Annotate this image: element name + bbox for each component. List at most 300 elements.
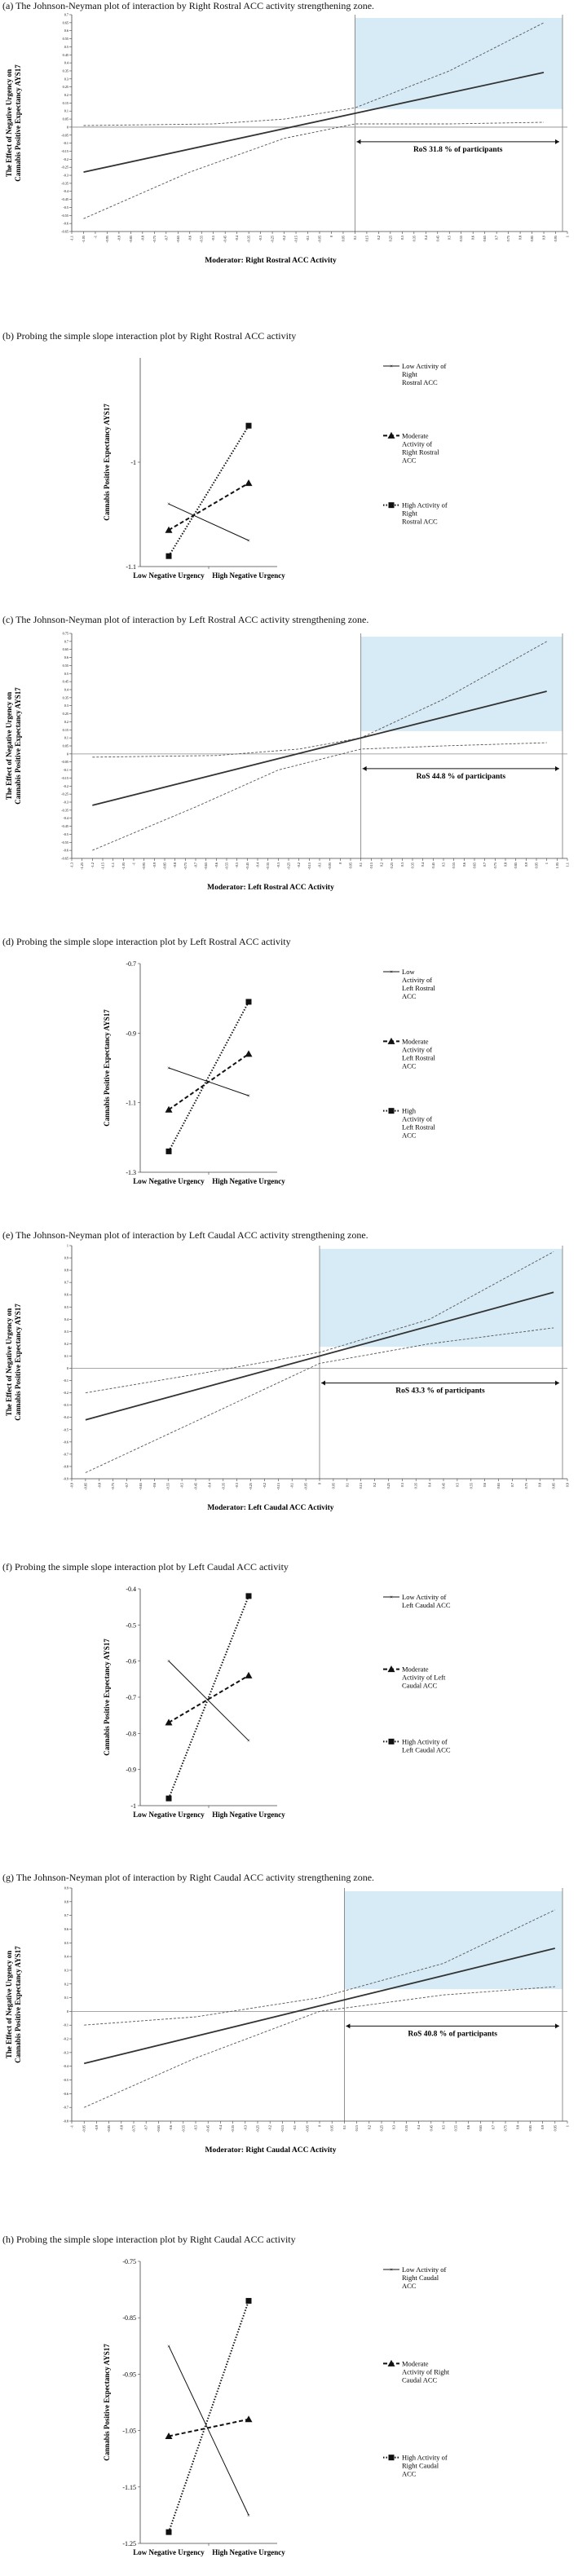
x-tick-label: 0 xyxy=(338,862,342,865)
x-tick-label: 0.6 xyxy=(461,862,466,867)
x-tick-label: -0.45 xyxy=(205,2125,210,2133)
ros-arrowhead-right xyxy=(555,766,559,771)
y-tick-label: -0.25 xyxy=(61,165,68,170)
y-tick-label: -0.3 xyxy=(63,2050,68,2055)
y-tick-label: -0.5 xyxy=(63,831,68,836)
y-tick-label: -0.15 xyxy=(61,775,68,780)
x-category-label: High Negative Urgency xyxy=(212,571,285,580)
jn-plot-left-rostral xyxy=(0,629,578,898)
y-tick-label: -0.2 xyxy=(63,157,68,161)
x-category-label: High Negative Urgency xyxy=(212,1811,285,1819)
ros-arrowhead-right xyxy=(555,139,559,144)
x-axis-title: Moderator: Right Rostral ACC Activity xyxy=(205,257,337,265)
ros-arrowhead-left xyxy=(321,1381,325,1386)
y-tick-label: 0.25 xyxy=(62,712,68,717)
x-tick-label: 0.15 xyxy=(364,236,369,242)
triangle-marker xyxy=(245,479,253,486)
x-tick-label: 0.25 xyxy=(388,236,393,242)
y-tick-label: 0.5 xyxy=(64,671,68,676)
square-marker xyxy=(166,554,172,559)
legend-label: Rostral ACC xyxy=(402,517,438,526)
x-tick-label: -0.85 xyxy=(128,236,133,243)
square-marker xyxy=(389,1108,395,1114)
x-axis-title: Moderator: Left Caudal ACC Activity xyxy=(207,1504,334,1512)
x-tick-label: -0.5 xyxy=(235,862,240,868)
ros-arrowhead-right xyxy=(555,2023,559,2028)
triangle-marker xyxy=(165,1719,173,1726)
y-tick-label: 0.9 xyxy=(64,1886,68,1890)
x-tick-label: -0.45 xyxy=(193,1483,198,1490)
series-line xyxy=(169,2419,249,2437)
y-tick-label: 0.1 xyxy=(64,108,68,113)
x-marker: × xyxy=(247,537,250,545)
x-tick-label: -0.7 xyxy=(193,862,198,868)
x-tick-label: 0.25 xyxy=(379,2125,384,2132)
x-tick-label: -0.4 xyxy=(218,2125,223,2131)
series-line xyxy=(169,1002,249,1151)
y-tick-label: 0.3 xyxy=(64,1329,68,1334)
x-tick-label: -0.9 xyxy=(117,236,121,241)
y-tick-label: -0.1 xyxy=(63,2022,68,2027)
ros-arrowhead-left xyxy=(346,2023,350,2028)
x-tick-label: 0.55 xyxy=(452,862,457,869)
y-tick-label: -0.55 xyxy=(61,213,68,218)
x-tick-label: -0.65 xyxy=(204,862,209,870)
x-tick-label: -1.15 xyxy=(100,862,105,870)
x-tick-label: 0.45 xyxy=(429,2125,434,2132)
y-tick-label: 0.45 xyxy=(62,679,68,684)
y-tick-label: -0.5 xyxy=(126,1621,136,1630)
jn-plot-left-caudal xyxy=(0,1241,578,1518)
y-tick-label: -0.7 xyxy=(63,2105,68,2110)
x-tick-label: 0.95 xyxy=(554,236,558,242)
x-tick-label: -0.05 xyxy=(317,236,322,243)
legend-label: High Activity of xyxy=(402,1737,448,1746)
x-tick-label: 0.2 xyxy=(379,862,384,867)
legend-label: ACC xyxy=(402,2282,417,2290)
x-tick-label: -1 xyxy=(131,862,136,866)
y-tick-label: 0.65 xyxy=(62,647,68,652)
x-tick-label: -0.35 xyxy=(246,236,251,243)
x-tick-label: 0.05 xyxy=(348,862,353,869)
x-tick-label: 0.35 xyxy=(413,1483,418,1489)
ros-label: RoS 40.8 % of participants xyxy=(408,2030,497,2039)
x-category-label: Low Negative Urgency xyxy=(133,571,205,580)
x-tick-label: 0.1 xyxy=(359,862,364,867)
x-tick-label: -0.8 xyxy=(173,862,178,868)
legend-label: Moderate xyxy=(402,1037,429,1046)
legend-label: Activity of xyxy=(402,439,433,448)
y-tick-label: -0.2 xyxy=(63,2036,68,2041)
x-tick-label: -0.45 xyxy=(245,862,249,870)
caption-f: (f) Probing the simple slope interaction plot by Left Caudal ACC activity xyxy=(2,1561,289,1573)
significance-zone xyxy=(320,1249,563,1347)
triangle-marker xyxy=(165,527,173,533)
y-tick-label: -0.3 xyxy=(63,1403,68,1408)
y-tick-label: 0.6 xyxy=(64,655,68,660)
y-tick-label: -0.2 xyxy=(63,1391,68,1396)
x-tick-label: -0.55 xyxy=(224,862,229,870)
x-tick-label: -0.05 xyxy=(303,1483,308,1490)
y-tick-label: 0.8 xyxy=(64,1268,68,1273)
y-tick-label: -0.5 xyxy=(63,2078,68,2083)
y-axis-title: Cannabis Positive Expectancy AYS17 xyxy=(103,1639,111,1756)
x-tick-label: 0.1 xyxy=(342,2125,346,2130)
legend-label: ACC xyxy=(402,1131,417,1140)
y-tick-label: -0.7 xyxy=(126,960,136,968)
x-tick-label: 0.95 xyxy=(553,2125,558,2132)
y-tick-label: 0.15 xyxy=(62,727,68,732)
legend-label: Right Rostral xyxy=(402,448,439,457)
y-axis-title-line2: Cannabis Positive Expectancy AYS17 xyxy=(14,1946,22,2063)
y-tick-label: -1 xyxy=(130,1802,136,1810)
y-tick-label: 0.2 xyxy=(64,93,68,98)
x-tick-label: -0.85 xyxy=(83,1483,88,1490)
slope-plot-right-caudal xyxy=(0,2250,578,2576)
y-tick-label: 0.25 xyxy=(62,85,68,90)
square-marker xyxy=(389,1739,395,1745)
y-tick-label: -0.25 xyxy=(61,792,68,796)
legend-label: Right xyxy=(402,370,417,378)
series-line xyxy=(169,2300,249,2532)
y-tick-label: 0.35 xyxy=(62,695,68,700)
y-tick-label: -0.45 xyxy=(61,824,68,829)
x-tick-label: 0.7 xyxy=(510,1483,514,1488)
x-tick-label: 0 xyxy=(317,2125,322,2128)
x-tick-label: 0.1 xyxy=(345,1483,350,1488)
x-tick-label: 0.4 xyxy=(421,862,426,867)
y-tick-label: 0.7 xyxy=(64,1913,68,1918)
y-tick-label: 0.7 xyxy=(64,639,68,644)
x-tick-label: -0.25 xyxy=(286,862,291,870)
y-tick-label: -1.05 xyxy=(122,2427,136,2435)
legend-label: Right Caudal xyxy=(402,2461,439,2470)
series-line xyxy=(169,1661,249,1741)
x-tick-label: 0.85 xyxy=(530,236,535,242)
x-tick-label: -1.25 xyxy=(80,862,85,870)
square-marker xyxy=(246,2298,252,2304)
legend-label: High Activity of xyxy=(402,2453,448,2462)
y-tick-label: -0.8 xyxy=(63,2119,68,2124)
x-tick-label: 0.05 xyxy=(331,1483,336,1489)
x-tick-label: 0.55 xyxy=(459,236,464,242)
legend-label: Left Rostral xyxy=(402,984,435,992)
x-axis-title: Moderator: Left Rostral ACC Activity xyxy=(207,884,334,892)
x-tick-label: 0.45 xyxy=(435,236,440,242)
y-tick-label: 0 xyxy=(66,125,68,130)
y-tick-label: -0.65 xyxy=(61,229,68,234)
y-axis-title-line2: Cannabis Positive Expectancy AYS17 xyxy=(14,64,22,182)
legend-label: High Activity of xyxy=(402,501,448,509)
y-tick-label: 0.6 xyxy=(64,1926,68,1931)
x-tick-label: -0.8 xyxy=(97,1483,102,1489)
x-tick-label: -0.75 xyxy=(131,2125,136,2133)
x-tick-label: -0.4 xyxy=(207,1483,212,1489)
y-tick-label: 0.1 xyxy=(64,1996,68,2000)
triangle-marker xyxy=(388,1038,395,1044)
x-tick-label: -0.2 xyxy=(282,236,287,241)
y-tick-label: -0.5 xyxy=(63,205,68,210)
x-tick-label: 0.3 xyxy=(399,236,404,240)
y-tick-label: 0.6 xyxy=(64,1292,68,1297)
significance-zone xyxy=(344,1891,563,1989)
y-tick-label: 0.3 xyxy=(64,77,68,82)
x-marker: × xyxy=(390,968,393,976)
legend-label: Activity of xyxy=(402,1045,433,1054)
ros-arrowhead-left xyxy=(363,766,367,771)
x-tick-label: 0.2 xyxy=(373,1483,377,1488)
x-tick-label: -0.3 xyxy=(235,1483,240,1489)
y-tick-label: -0.3 xyxy=(63,173,68,178)
x-marker: × xyxy=(167,1658,170,1665)
y-tick-label: 0.15 xyxy=(62,100,68,105)
x-marker: × xyxy=(247,1092,250,1100)
legend-label: Caudal ACC xyxy=(402,1681,438,1690)
y-tick-label: 0.65 xyxy=(62,20,68,25)
y-tick-label: -0.05 xyxy=(61,133,68,138)
legend-label: ACC xyxy=(402,992,417,1000)
x-tick-label: -0.8 xyxy=(140,236,145,241)
legend-label: Activity of Left xyxy=(402,1673,446,1682)
caption-g: (g) The Johnson-Neyman plot of interaction by Right Caudal ACC activity strengthening zone. xyxy=(2,1872,375,1883)
y-tick-label: 0.1 xyxy=(64,1353,68,1358)
x-tick-label: -0.9 xyxy=(152,862,157,868)
y-tick-label: -0.6 xyxy=(63,2091,68,2096)
x-tick-label: 0.2 xyxy=(367,2125,372,2130)
y-tick-label: -0.1 xyxy=(63,1378,68,1383)
x-tick-label: 0.8 xyxy=(515,2125,520,2130)
y-axis-title-line1: The Effect of Negative Urgency on xyxy=(5,691,13,801)
y-tick-label: -0.1 xyxy=(63,141,68,146)
legend-label: ACC xyxy=(402,1061,417,1070)
x-tick-label: 0 xyxy=(317,1483,322,1485)
y-tick-label: -1.25 xyxy=(122,2540,136,2547)
y-tick-label: 0.7 xyxy=(64,1280,68,1285)
x-tick-label: -0.35 xyxy=(221,1483,226,1490)
x-tick-label: -0.5 xyxy=(211,236,216,241)
jn-plot-right-rostral xyxy=(0,10,578,271)
x-tick-label: 0.3 xyxy=(391,2125,396,2130)
x-tick-label: -0.65 xyxy=(138,1483,143,1490)
y-tick-label: -0.9 xyxy=(126,1766,136,1774)
x-tick-label: -0.95 xyxy=(82,2125,86,2133)
square-marker xyxy=(166,2530,172,2535)
x-category-label: Low Negative Urgency xyxy=(133,1177,205,1185)
y-tick-label: -0.35 xyxy=(61,808,68,813)
y-tick-label: 0.2 xyxy=(64,1341,68,1346)
y-tick-label: 0.4 xyxy=(64,1317,68,1321)
square-marker xyxy=(389,2455,395,2460)
x-marker: × xyxy=(390,363,393,370)
ci-lower-line xyxy=(84,1987,555,2107)
legend-label: Low Activity of xyxy=(402,2265,447,2274)
x-tick-label: -0.7 xyxy=(143,2125,148,2131)
x-axis-title: Moderator: Right Caudal ACC Activity xyxy=(205,2146,337,2155)
y-tick-label: 0.5 xyxy=(64,1940,68,1945)
y-tick-label: -0.4 xyxy=(63,2064,68,2069)
legend-label: Activity of Right xyxy=(402,2367,450,2376)
x-tick-label: -0.75 xyxy=(111,1483,116,1490)
legend-label: ACC xyxy=(402,2469,417,2478)
y-tick-label: 0.2 xyxy=(64,1982,68,1987)
y-tick-label: 0.1 xyxy=(64,735,68,740)
x-tick-label: -1.2 xyxy=(90,862,95,868)
x-tick-label: -0.9 xyxy=(94,2125,99,2131)
x-tick-label: 0.3 xyxy=(399,862,404,867)
y-tick-label: -0.4 xyxy=(63,1415,68,1420)
series-line xyxy=(169,1596,249,1798)
x-tick-label: 1.1 xyxy=(565,862,570,867)
y-axis-title-line1: The Effect of Negative Urgency on xyxy=(5,1308,13,1417)
y-tick-label: 0.3 xyxy=(64,1968,68,1973)
x-tick-label: -1.05 xyxy=(121,862,126,870)
x-tick-label: 0.55 xyxy=(453,2125,458,2132)
x-tick-label: 0.2 xyxy=(376,236,381,240)
y-axis-title-line2: Cannabis Positive Expectancy AYS17 xyxy=(14,1303,22,1421)
x-tick-label: -0.7 xyxy=(164,236,169,241)
y-tick-label: -1.1 xyxy=(126,1099,136,1107)
x-tick-label: -0.4 xyxy=(235,236,240,241)
x-tick-label: 0.75 xyxy=(523,1483,528,1489)
effect-estimate-line xyxy=(92,691,546,805)
x-tick-label: -0.45 xyxy=(223,236,227,243)
x-tick-label: -0.65 xyxy=(156,2125,161,2133)
x-tick-label: -0.85 xyxy=(162,862,167,870)
series-line xyxy=(169,1675,249,1722)
x-tick-label: -0.6 xyxy=(152,1483,157,1489)
y-tick-label: 1 xyxy=(66,1243,68,1248)
x-tick-label: -0.15 xyxy=(293,236,298,243)
y-tick-label: 0.05 xyxy=(62,117,68,121)
x-tick-label: -0.15 xyxy=(280,2125,285,2133)
y-tick-label: 0.2 xyxy=(64,719,68,724)
x-tick-label: 0.75 xyxy=(492,862,497,869)
x-tick-label: -0.4 xyxy=(255,862,260,868)
legend-label: Left Rostral xyxy=(402,1053,435,1062)
x-tick-label: -0.6 xyxy=(169,2125,174,2131)
legend-label: Low xyxy=(402,968,415,976)
ros-label: RoS 44.8 % of participants xyxy=(416,772,506,781)
y-axis-title-line2: Cannabis Positive Expectancy AYS17 xyxy=(14,687,22,805)
x-tick-label: -0.35 xyxy=(266,862,271,870)
x-tick-label: 0.1 xyxy=(352,236,357,240)
triangle-marker xyxy=(388,432,395,439)
x-tick-label: 0.65 xyxy=(472,862,477,869)
y-tick-label: 0.05 xyxy=(62,743,68,748)
x-tick-label: -0.85 xyxy=(107,2125,112,2133)
y-tick-label: 0.75 xyxy=(62,631,68,636)
y-tick-label: -0.3 xyxy=(63,800,68,805)
x-tick-label: 0.45 xyxy=(441,1483,446,1489)
y-axis-title: Cannabis Positive Expectancy AYS17 xyxy=(103,1009,111,1127)
square-marker xyxy=(246,1593,252,1599)
x-marker: × xyxy=(167,1065,170,1072)
y-tick-label: 0.4 xyxy=(64,60,68,65)
square-marker xyxy=(166,1149,172,1154)
triangle-marker xyxy=(245,2415,253,2422)
x-tick-label: -0.7 xyxy=(125,1483,130,1489)
y-tick-label: -0.4 xyxy=(126,1586,136,1593)
legend-label: ACC xyxy=(402,456,417,465)
x-tick-label: 0.6 xyxy=(465,2125,470,2130)
legend-label: Activity of xyxy=(402,1114,433,1123)
x-tick-label: -1.1 xyxy=(69,236,74,241)
y-tick-label: 0 xyxy=(66,2009,68,2014)
x-tick-label: -0.35 xyxy=(231,2125,236,2133)
x-tick-label: -0.55 xyxy=(181,2125,186,2133)
legend-label: Low Activity of xyxy=(402,1593,447,1601)
legend-label: Moderate xyxy=(402,1665,429,1674)
ros-arrowhead-right xyxy=(555,1381,559,1386)
x-tick-label: -0.55 xyxy=(199,236,204,243)
x-tick-label: -0.95 xyxy=(142,862,147,870)
x-tick-label: -0.3 xyxy=(243,2125,248,2131)
y-tick-label: 0 xyxy=(66,1366,68,1371)
caption-c: (c) The Johnson-Neyman plot of interaction by Left Rostral ACC activity strengthening zone. xyxy=(2,614,369,625)
x-tick-label: 0.6 xyxy=(483,1483,488,1488)
x-tick-label: -1.3 xyxy=(69,862,74,868)
caption-a: (a) The Johnson-Neyman plot of interaction by Right Rostral ACC activity strengthening zone. xyxy=(2,0,375,11)
x-tick-label: -1.1 xyxy=(111,862,116,868)
effect-estimate-line xyxy=(84,1948,555,2063)
y-tick-label: 0.5 xyxy=(64,44,68,49)
x-tick-label: -1.05 xyxy=(81,236,86,243)
legend-label: Rostral ACC xyxy=(402,378,438,386)
x-category-label: Low Negative Urgency xyxy=(133,1811,205,1819)
y-axis-title: Cannabis Positive Expectancy AYS17 xyxy=(103,2344,111,2461)
x-tick-label: 0.75 xyxy=(506,236,511,242)
x-tick-label: 0.95 xyxy=(534,862,539,869)
x-tick-label: 0.5 xyxy=(441,2125,446,2130)
y-tick-label: -0.4 xyxy=(63,189,68,194)
x-tick-label: -0.25 xyxy=(270,236,275,243)
x-category-label: High Negative Urgency xyxy=(212,2548,285,2556)
y-tick-label: -0.55 xyxy=(61,840,68,845)
legend-label: Right Caudal xyxy=(402,2274,439,2282)
x-tick-label: -0.2 xyxy=(267,2125,272,2131)
legend-label: Moderate xyxy=(402,431,429,440)
y-tick-label: -0.8 xyxy=(126,1730,136,1738)
ci-lower-line xyxy=(84,122,545,218)
x-tick-label: 0.4 xyxy=(417,2125,421,2130)
legend-label: Caudal ACC xyxy=(402,2375,438,2384)
x-tick-label: 0.9 xyxy=(565,1483,570,1488)
x-tick-label: 0.9 xyxy=(523,862,528,867)
x-tick-label: 0.85 xyxy=(551,1483,556,1489)
y-tick-label: -1.3 xyxy=(126,1169,136,1176)
x-tick-label: 0.35 xyxy=(412,236,417,242)
y-axis-title-line1: The Effect of Negative Urgency on xyxy=(5,1950,13,2059)
x-tick-label: -0.1 xyxy=(306,236,311,241)
x-tick-label: 0.85 xyxy=(527,2125,532,2132)
y-tick-label: -0.9 xyxy=(63,1476,68,1481)
y-tick-label: -0.4 xyxy=(63,816,68,821)
x-tick-label: 0.9 xyxy=(540,2125,545,2130)
y-tick-label: -0.65 xyxy=(61,856,68,861)
square-marker xyxy=(166,1796,172,1802)
y-tick-label: 0.4 xyxy=(64,687,68,692)
x-tick-label: -0.6 xyxy=(214,862,218,868)
x-tick-label: -0.75 xyxy=(183,862,188,870)
x-tick-label: 0.15 xyxy=(368,862,373,869)
y-tick-label: 0.5 xyxy=(64,1304,68,1309)
x-tick-label: 1.05 xyxy=(554,862,559,869)
y-tick-label: -0.05 xyxy=(61,760,68,765)
y-tick-label: -0.6 xyxy=(63,1440,68,1445)
x-tick-label: -1 xyxy=(93,236,98,239)
x-tick-label: -0.3 xyxy=(258,236,263,241)
y-tick-label: 0.55 xyxy=(62,663,68,668)
